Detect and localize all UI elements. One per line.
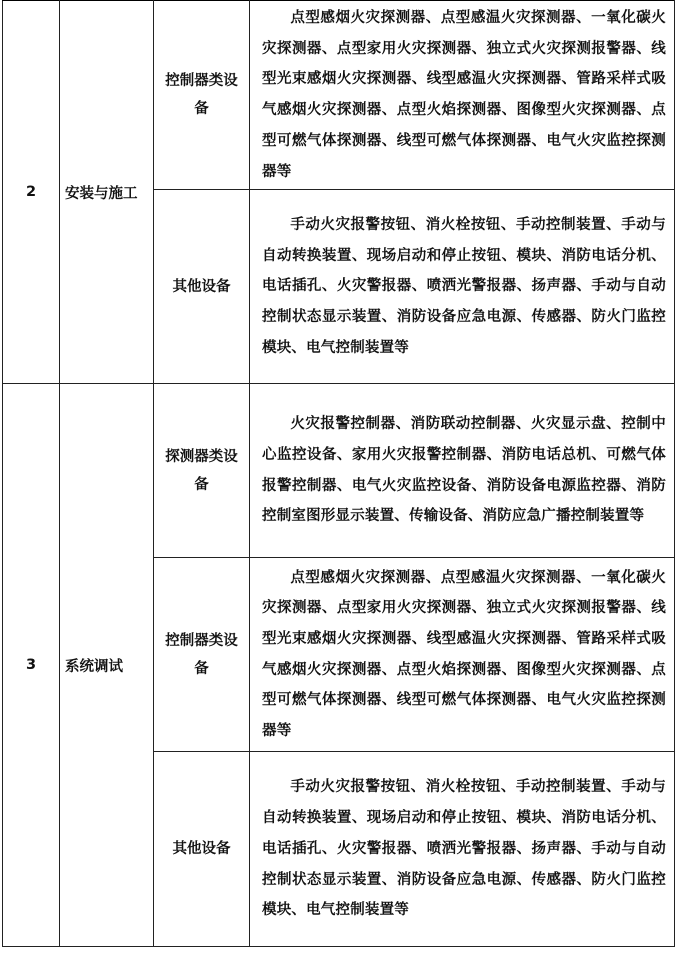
equipment-category: 控制器类设备	[154, 558, 250, 752]
description-text: 点型感烟火灾探测器、点型感温火灾探测器、一氧化碳火灾探测器、点型家用火灾探测器、独立式火灾探测报警器、线型光束感烟火灾探测器、线型感温火灾探测器、管路采样式吸气感烟火灾探测器、点型火焰探测器、图像型火灾探测器、点型可燃气体探测器、线型可燃气体探测器、电气火灾监控探测器等	[262, 569, 666, 740]
equipment-category: 其他设备	[154, 752, 250, 947]
equipment-category: 控制器类设备	[154, 1, 250, 190]
table-row	[3, 384, 675, 558]
description-text: 火灾报警控制器、消防联动控制器、火灾显示盘、控制中心监控设备、家用火灾报警控制器、消防电话总机、可燃气体报警控制器、电气火灾监控设备、消防设备电源监控器、消防控制室图形显示装置、传输设备、消防应急广播控制装置等	[262, 416, 666, 525]
equipment-table	[2, 0, 675, 947]
stage-name: 安装与施工	[60, 1, 154, 384]
equipment-category: 探测器类设备	[154, 384, 250, 558]
description-text: 手动火灾报警按钮、消火栓按钮、手动控制装置、手动与自动转换装置、现场启动和停止按钮、模块、消防电话分机、电话插孔、火灾警报器、喷洒光警报器、扬声器、手动与自动控制状态显示装置、消防设备应急电源、传感器、防火门监控模块、电气控制装置等	[262, 216, 666, 356]
equipment-description	[250, 752, 675, 947]
row-number: 3	[3, 384, 60, 947]
equipment-description	[250, 384, 675, 558]
row-number: 2	[3, 1, 60, 384]
equipment-description	[250, 558, 675, 752]
table-row	[3, 1, 675, 190]
equipment-description	[250, 190, 675, 384]
equipment-category: 其他设备	[154, 190, 250, 384]
description-text: 点型感烟火灾探测器、点型感温火灾探测器、一氧化碳火灾探测器、点型家用火灾探测器、独立式火灾探测报警器、线型光束感烟火灾探测器、线型感温火灾探测器、管路采样式吸气感烟火灾探测器、点型火焰探测器、图像型火灾探测器、点型可燃气体探测器、线型可燃气体探测器、电气火灾监控探测器等	[262, 10, 666, 180]
description-text: 手动火灾报警按钮、消火栓按钮、手动控制装置、手动与自动转换装置、现场启动和停止按钮、模块、消防电话分机、电话插孔、火灾警报器、喷洒光警报器、扬声器、手动与自动控制状态显示装置、消防设备应急电源、传感器、防火门监控模块、电气控制装置等	[262, 779, 666, 919]
equipment-description	[250, 1, 675, 190]
stage-name: 系统调试	[60, 384, 154, 947]
